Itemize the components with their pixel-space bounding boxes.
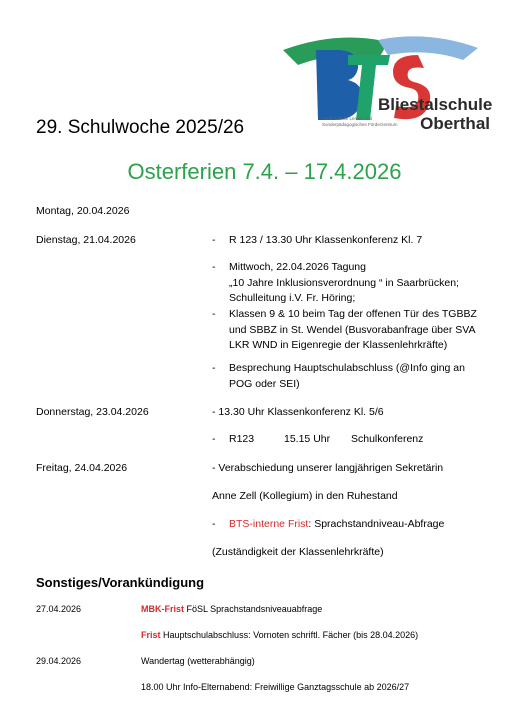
donnerstag-room: R123	[229, 433, 255, 445]
tagline-line1: Förderschule Lernen und	[322, 116, 373, 121]
sonstiges-entry	[141, 603, 322, 615]
day-label-montag: Montag, 20.04.2026	[36, 205, 130, 217]
frist-label-red: BTS-interne Frist	[229, 518, 309, 530]
bullet-dash: -	[212, 433, 216, 445]
freitag-ruhestand: Anne Zell (Kollegium) in den Ruhestand	[212, 490, 398, 502]
bullet-dash: -	[212, 308, 216, 320]
entry-text: FöSL Sprachstandsniveauabfrage	[184, 604, 323, 614]
freitag-zustaendigkeit: (Zuständigkeit der Klassenlehrkräfte)	[212, 546, 384, 558]
day-label-dienstag: Dienstag, 21.04.2026	[36, 234, 136, 246]
bullet-dash: -	[212, 261, 216, 273]
freitag-frist	[229, 517, 444, 533]
day-label-donnerstag: Donnerstag, 23.04.2026	[36, 406, 149, 418]
bullet-dash: -	[212, 234, 216, 246]
frist-label-red: Frist	[141, 630, 161, 640]
besprechung-line2: POG oder SEI)	[229, 377, 300, 390]
dienstag-item-konferenz: R 123 / 13.30 Uhr Klassenkonferenz Kl. 7	[229, 234, 423, 246]
donnerstag-event: Schulkonferenz	[351, 433, 424, 445]
week-title: 29. Schulwoche 2025/26	[36, 117, 245, 138]
klassen-line2: und SBBZ in St. Wendel (Busvorabanfrage über SVA	[229, 323, 476, 336]
tagung-line2	[229, 276, 459, 292]
klassen-line1: Klassen 9 & 10 beim Tag der offenen Tür des TGBBZ	[229, 308, 477, 320]
frist-label-red: MBK-Frist	[141, 604, 184, 614]
sonstiges-entry	[141, 629, 418, 641]
tagline-line2: Sonderpädagogisches Förderzentrum	[322, 122, 398, 127]
sonstiges-entry: Wandertag (wetterabhängig)	[141, 656, 255, 666]
freitag-verabschiedung: - Verabschiedung unserer langjährigen Sekretärin	[212, 462, 444, 474]
dienstag-item-klassen	[229, 307, 477, 354]
sonstiges-date: 29.04.2026	[36, 656, 82, 666]
logo-swoosh-blue	[378, 36, 478, 60]
tagung-line1: Mittwoch, 22.04.2026 Tagung	[229, 261, 366, 273]
section-title-sonstiges: Sonstiges/Vorankündigung	[36, 575, 205, 590]
day-label-freitag: Freitag, 24.04.2026	[36, 462, 128, 474]
school-tagline	[322, 116, 398, 128]
sonstiges-date: 27.04.2026	[36, 604, 82, 614]
dienstag-item-tagung	[229, 260, 459, 307]
bullet-dash: -	[212, 362, 216, 374]
headline-osterferien: Osterferien 7.4. – 17.4.2026	[127, 159, 402, 184]
klassen-line3: LKR WND in Eigenregie der Klassenlehrkräfte)	[229, 339, 448, 351]
frist-text: : Sprachstandniveau-Abfrage	[308, 518, 445, 530]
school-name-line1: Bliestalschule	[378, 95, 493, 114]
entry-text: Hauptschulabschluss: Vornoten schriftl. Fächer (bis 28.04.2026)	[160, 630, 419, 640]
bullet-dash: -	[212, 518, 216, 530]
tagung-line2-text: „10 Jahre Inklusionsverordnung “ in Saarbrücken;	[229, 276, 459, 289]
besprechung-line1: Besprechung Hauptschulabschluss (@Info ging an	[229, 362, 465, 374]
tagung-line3: Schulleitung i.V. Fr. Höring;	[229, 292, 356, 304]
dienstag-item-besprechung	[229, 361, 465, 392]
donnerstag-item-konferenz: - 13.30 Uhr Klassenkonferenz Kl. 5/6	[212, 406, 384, 418]
donnerstag-time: 15.15 Uhr	[284, 433, 331, 445]
sonstiges-entry: 18.00 Uhr Info-Elternabend: Freiwillige Ganztagsschule ab 2026/27	[141, 682, 410, 692]
school-name-line2: Oberthal	[420, 114, 490, 133]
